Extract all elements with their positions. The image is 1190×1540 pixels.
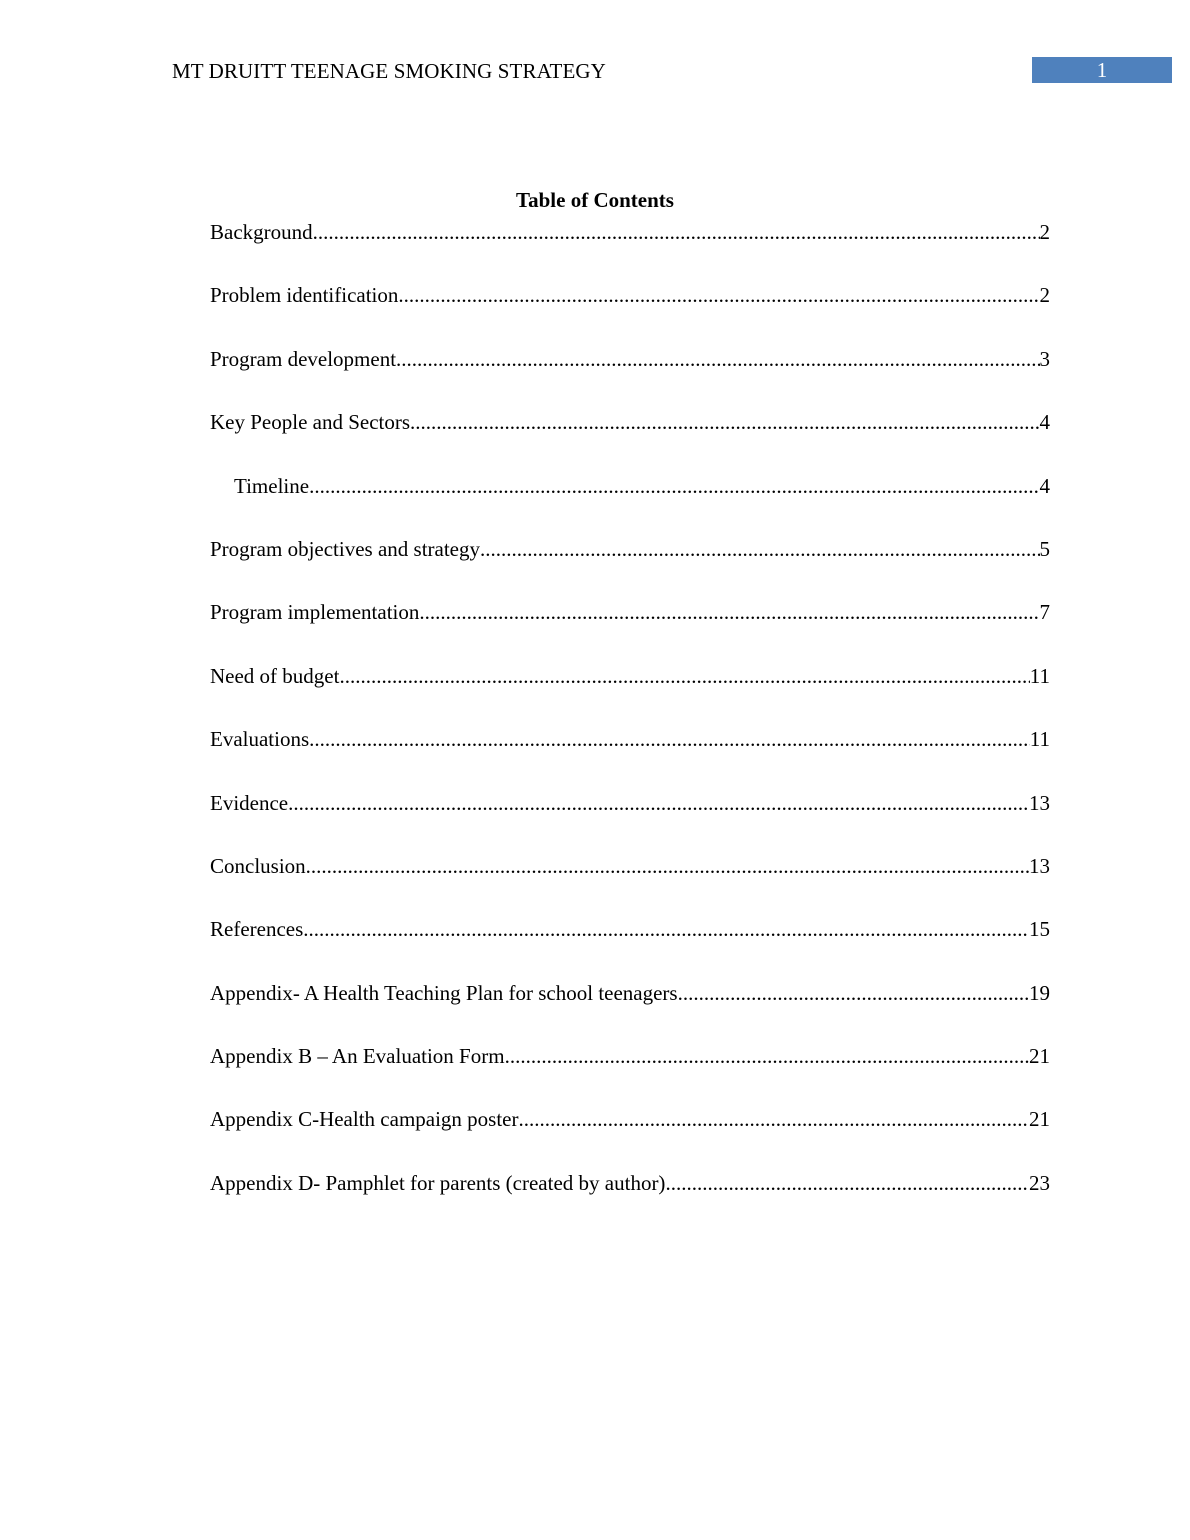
toc-entry-page: 19 xyxy=(1029,980,1050,1005)
toc-entry-label: Need of budget xyxy=(210,663,340,688)
toc-entry-page: 2 xyxy=(1039,283,1050,308)
toc-entry-program-implementation[interactable] xyxy=(210,598,1050,661)
toc-entry-page: 4 xyxy=(1039,410,1050,435)
toc-entry-page: 15 xyxy=(1029,917,1050,942)
dot-leader xyxy=(309,725,1030,753)
dot-leader xyxy=(410,408,1039,436)
dot-leader xyxy=(396,345,1039,373)
page-number-badge xyxy=(1032,57,1172,83)
toc-entry-label: Appendix B – An Evaluation Form xyxy=(210,1044,505,1069)
toc-entry-label: Appendix- A Health Teaching Plan for school teenagers xyxy=(210,980,678,1005)
toc-entry-page: 13 xyxy=(1029,790,1050,815)
dot-leader xyxy=(419,598,1039,626)
toc-entry-page: 21 xyxy=(1029,1044,1050,1069)
dot-leader xyxy=(678,979,1029,1007)
toc-entry-label: Program implementation xyxy=(210,600,420,625)
dot-leader xyxy=(519,1105,1030,1133)
toc-entry-page: 3 xyxy=(1039,346,1050,371)
toc-entry-page: 5 xyxy=(1039,536,1050,561)
toc-entry-key-people[interactable] xyxy=(210,408,1050,471)
dot-leader xyxy=(665,1169,1029,1197)
toc-entry-label: Appendix D- Pamphlet for parents (created by author) xyxy=(210,1170,666,1195)
page-number: 1 xyxy=(1096,58,1108,82)
toc-entry-page: 4 xyxy=(1039,473,1050,498)
toc-entry-appendix-a[interactable] xyxy=(210,979,1050,1042)
toc-entry-label: Problem identification xyxy=(210,283,399,308)
toc-entry-label: Program objectives and strategy xyxy=(210,536,481,561)
toc-heading: Table of Contents xyxy=(516,188,674,212)
running-header-title: MT DRUITT TEENAGE SMOKING STRATEGY xyxy=(172,59,606,83)
toc-entry-label: Background xyxy=(210,220,313,244)
toc-entry-label: Key People and Sectors xyxy=(210,410,411,435)
toc-entry-program-objectives[interactable] xyxy=(210,535,1050,598)
toc-entry-page: 11 xyxy=(1029,663,1050,688)
toc-entry-label: Program development xyxy=(210,346,397,371)
toc-entry-page: 2 xyxy=(1039,220,1050,244)
dot-leader xyxy=(398,281,1039,309)
toc-entry-page: 7 xyxy=(1039,600,1050,625)
toc-entry-conclusion[interactable] xyxy=(210,852,1050,915)
dot-leader xyxy=(288,789,1029,817)
dot-leader xyxy=(480,535,1039,563)
dot-leader xyxy=(505,1042,1029,1070)
toc-entry-program-development[interactable] xyxy=(210,345,1050,408)
toc-entry-label: References xyxy=(210,917,304,942)
toc-entry-appendix-b[interactable] xyxy=(210,1042,1050,1105)
toc-entry-background[interactable] xyxy=(210,218,1050,281)
dot-leader xyxy=(313,218,1040,246)
toc-entry-evidence[interactable] xyxy=(210,789,1050,852)
toc-entry-label: Conclusion xyxy=(210,853,306,878)
toc-entry-page: 23 xyxy=(1029,1170,1050,1195)
toc-entry-appendix-d[interactable] xyxy=(210,1169,1050,1232)
dot-leader xyxy=(306,852,1029,880)
toc-entry-label: Appendix C-Health campaign poster xyxy=(210,1107,519,1132)
toc-entry-references[interactable] xyxy=(210,915,1050,978)
dot-leader xyxy=(339,662,1029,690)
toc-entry-label: Evidence xyxy=(210,790,289,815)
table-of-contents xyxy=(210,218,1050,1232)
toc-entry-need-of-budget[interactable] xyxy=(210,662,1050,725)
toc-entry-page: 13 xyxy=(1029,853,1050,878)
toc-entry-appendix-c[interactable] xyxy=(210,1105,1050,1168)
toc-entry-evaluations[interactable] xyxy=(210,725,1050,788)
toc-entry-label: Timeline xyxy=(234,473,310,498)
toc-entry-label: Evaluations xyxy=(210,727,310,752)
toc-entry-timeline[interactable] xyxy=(210,472,1050,535)
dot-leader xyxy=(303,915,1029,943)
toc-entry-problem-identification[interactable] xyxy=(210,281,1050,344)
dot-leader xyxy=(309,472,1039,500)
toc-entry-page: 11 xyxy=(1029,727,1050,752)
toc-entry-page: 21 xyxy=(1029,1107,1050,1132)
